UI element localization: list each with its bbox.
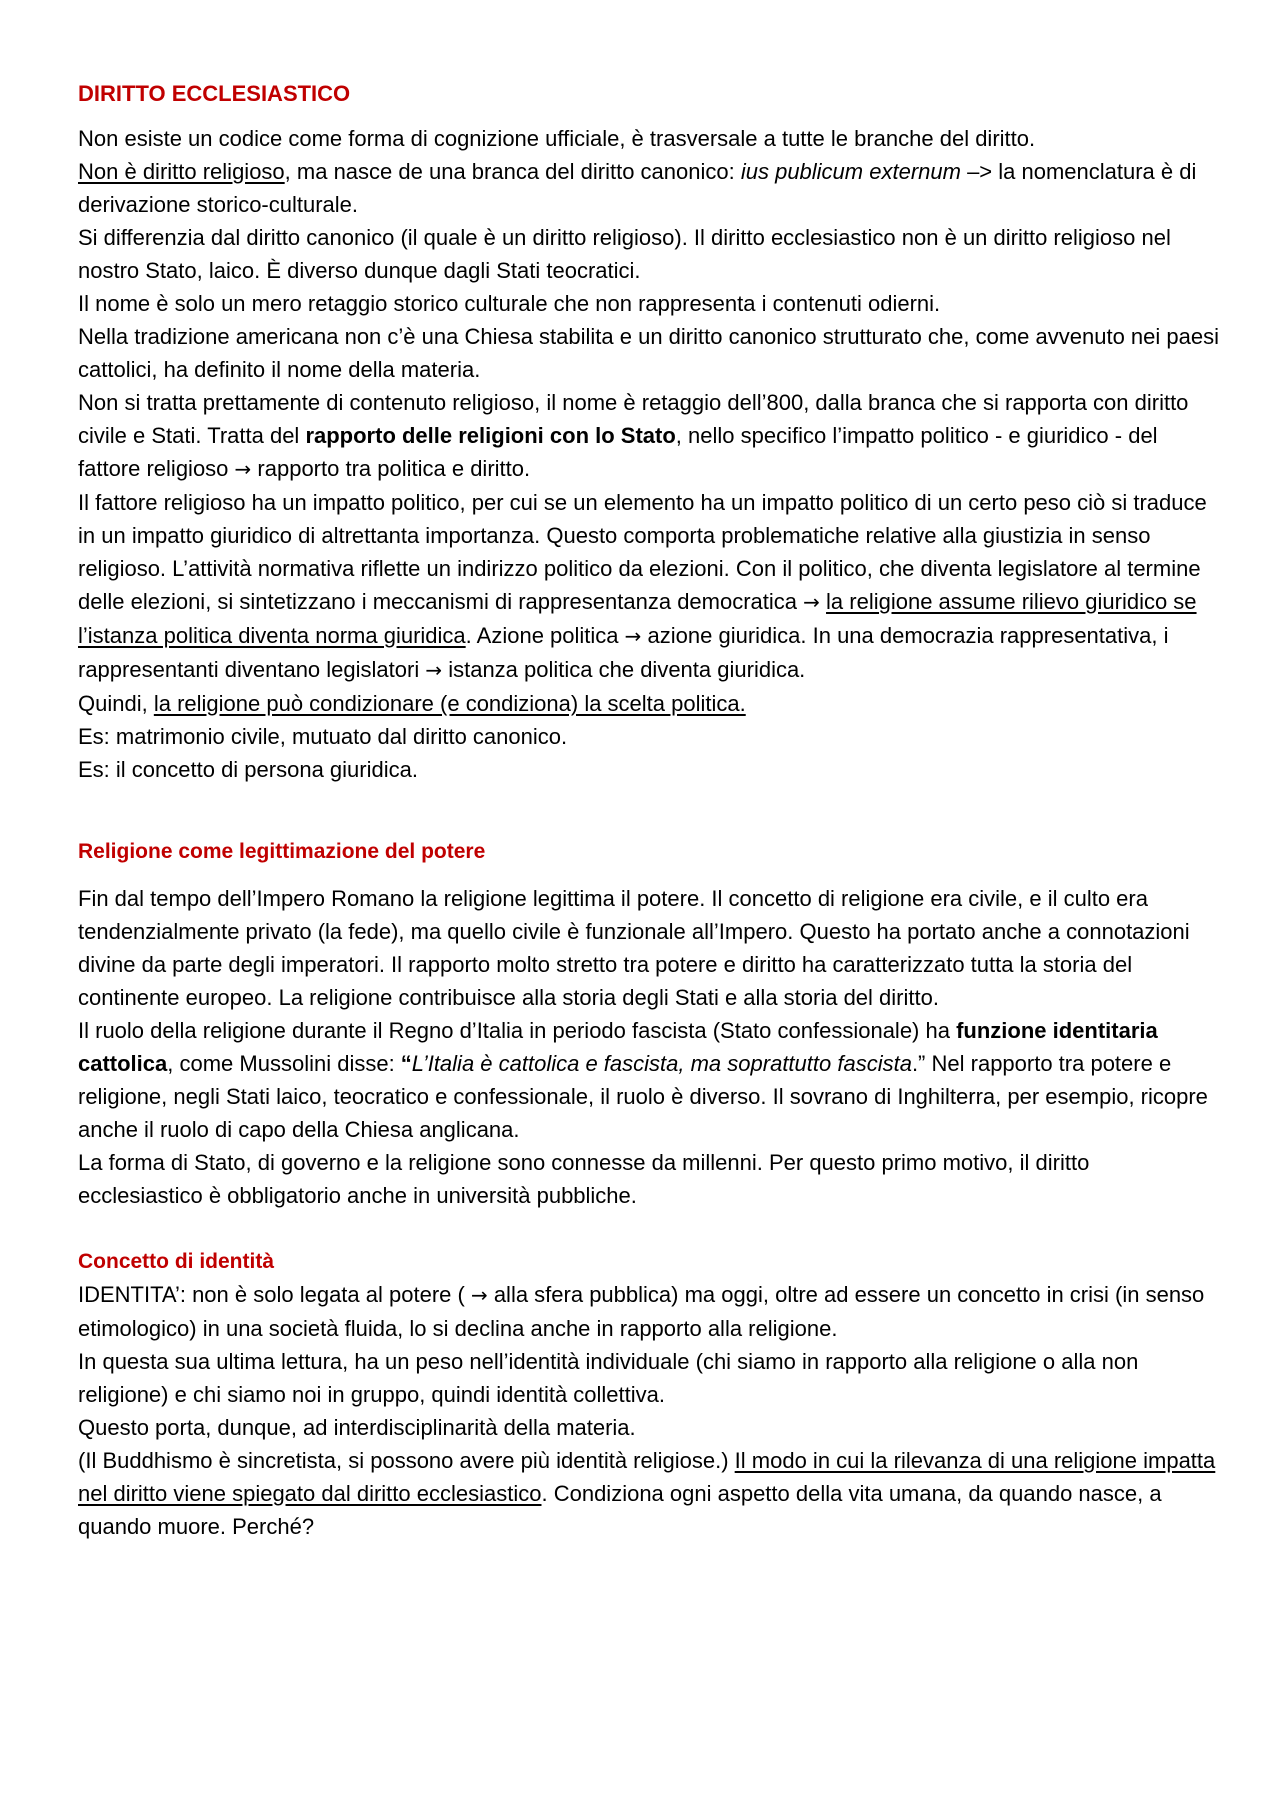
paragraph: Questo porta, dunque, ad interdisciplinarità della materia. [78,1415,636,1440]
arrow-right-icon: → [624,624,642,648]
underlined-phrase: Non è diritto religioso [78,159,285,184]
arrow-right-icon: → [425,658,443,682]
quote-mark: “ [400,1051,412,1076]
bold-phrase: rapporto delle religioni con lo Stato [305,423,676,448]
arrow-right-icon: → [470,1283,488,1307]
paragraph: Non si tratta prettamente di contenuto religioso, il nome è retaggio dell’800, dalla branca che si rapporta con diritto civile e Stati. Tratta del rapporto delle religioni con lo Stato, nello specifico l’impatto politico - e giuridico - del fattore religioso → rapporto tra politica e diritto. [78,390,1189,481]
section-heading: Religione come legittimazione del potere [78,840,486,863]
arrow-right-icon: → [803,590,820,614]
italic-quote: L’Italia è cattolica e fascista, ma soprattutto fascista [411,1051,912,1076]
paragraph: Si differenzia dal diritto canonico (il quale è un diritto religioso). Il diritto ecclesiastico non è un diritto religioso nel nostro Stato, laico. È diverso dunque dagli Stati teocratici. [78,225,1171,283]
paragraph: Il ruolo della religione durante il Regno d’Italia in periodo fascista (Stato confessionale) ha funzione identitaria cattolica, come Mussolini disse: “L’Italia è cattolica e fascista, ma soprattutto fascista.” Nel rapporto tra potere e religione, negli Stati laico, teocratico e confessionale, il ruolo è diverso. Il sovrano di Inghilterra, per esempio, ricopre anche il ruolo di capo della Chiesa anglicana. [78,1018,1208,1142]
italic-phrase: ius publicum externum [740,159,961,184]
paragraph: Nella tradizione americana non c’è una Chiesa stabilita e un diritto canonico strutturato che, come avvenuto nei paesi cattolici, ha definito il nome della materia. [78,324,1219,382]
underlined-phrase: la religione può condizionare (e condiziona) la scelta politica. [153,691,746,716]
document-title: DIRITTO ECCLESIASTICO [78,81,351,106]
paragraph: (Il Buddhismo è sincretista, si possono avere più identità religiose.) Il modo in cui la rilevanza di una religione impatta nel diritto viene spiegato dal diritto ecclesiastico. Condiziona ogni aspetto della vita umana, da quando nasce, a quando muore. Perché? [78,1448,1216,1539]
arrow-right-icon: → [234,457,252,481]
bold-phrase: funzione identitaria cattolica [78,1018,1158,1076]
underlined-phrase: Il modo in cui la rilevanza di una religione impatta nel diritto viene spiegato dal diritto ecclesiastico [78,1448,1216,1506]
paragraph: Il fattore religioso ha un impatto politico, per cui se un elemento ha un impatto politico di un certo peso ciò si traduce in un impatto giuridico di altrettanta importanza. Questo comporta problematiche relative alla giustizia in senso religioso. L’attività normativa riflette un indirizzo politico da elezioni. Con il politico, che diventa legislatore al termine delle elezioni, si sintetizzano i meccanismi di rappresentanza democratica → la religione assume rilievo giuridico se l’istanza politica diventa norma giuridica. Azione politica → azione giuridica. In una democrazia rappresentativa, i rappresentanti diventano legislatori → istanza politica che diventa giuridica. [78,490,1207,682]
underlined-phrase: la religione assume rilievo giuridico se l’istanza politica diventa norma giuridica [78,589,1197,648]
paragraph: Non esiste un codice come forma di cognizione ufficiale, è trasversale a tutte le branche del diritto. [78,126,1036,151]
paragraph: Es: matrimonio civile, mutuato dal diritto canonico. [78,724,568,749]
paragraph: Il nome è solo un mero retaggio storico culturale che non rappresenta i contenuti odierni. [78,291,941,316]
paragraph: Fin dal tempo dell’Impero Romano la religione legittima il potere. Il concetto di religione era civile, e il culto era tendenzialmente privato (la fede), ma quello civile è funzionale all’Impero. Questo ha portato anche a connotazioni divine da parte degli imperatori. Il rapporto molto stretto tra potere e diritto ha caratterizzato tutta la storia del continente europeo. La religione contribuisce alla storia degli Stati e alla storia del diritto. [78,886,1190,1010]
paragraph: IDENTITA’: non è solo legata al potere ( → alla sfera pubblica) ma oggi, oltre ad essere un concetto in crisi (in senso etimologico) in una società fluida, lo si declina anche in rapporto alla religione. [78,1282,1205,1341]
paragraph: Es: il concetto di persona giuridica. [78,757,418,782]
paragraph: In questa sua ultima lettura, ha un peso nell’identità individuale (chi siamo in rapporto alla religione o alla non religione) e chi siamo noi in gruppo, quindi identità collettiva. [78,1349,1139,1407]
paragraph: Non è diritto religioso, ma nasce de una branca del diritto canonico: ius publicum externum –> la nomenclatura è di derivazione storico-culturale. [78,159,1197,217]
paragraph: Quindi, la religione può condizionare (e condiziona) la scelta politica. [78,691,746,716]
paragraph: La forma di Stato, di governo e la religione sono connesse da millenni. Per questo primo motivo, il diritto ecclesiastico è obbligatorio anche in università pubbliche. [78,1150,1090,1208]
section-heading: Concetto di identità [78,1250,274,1273]
